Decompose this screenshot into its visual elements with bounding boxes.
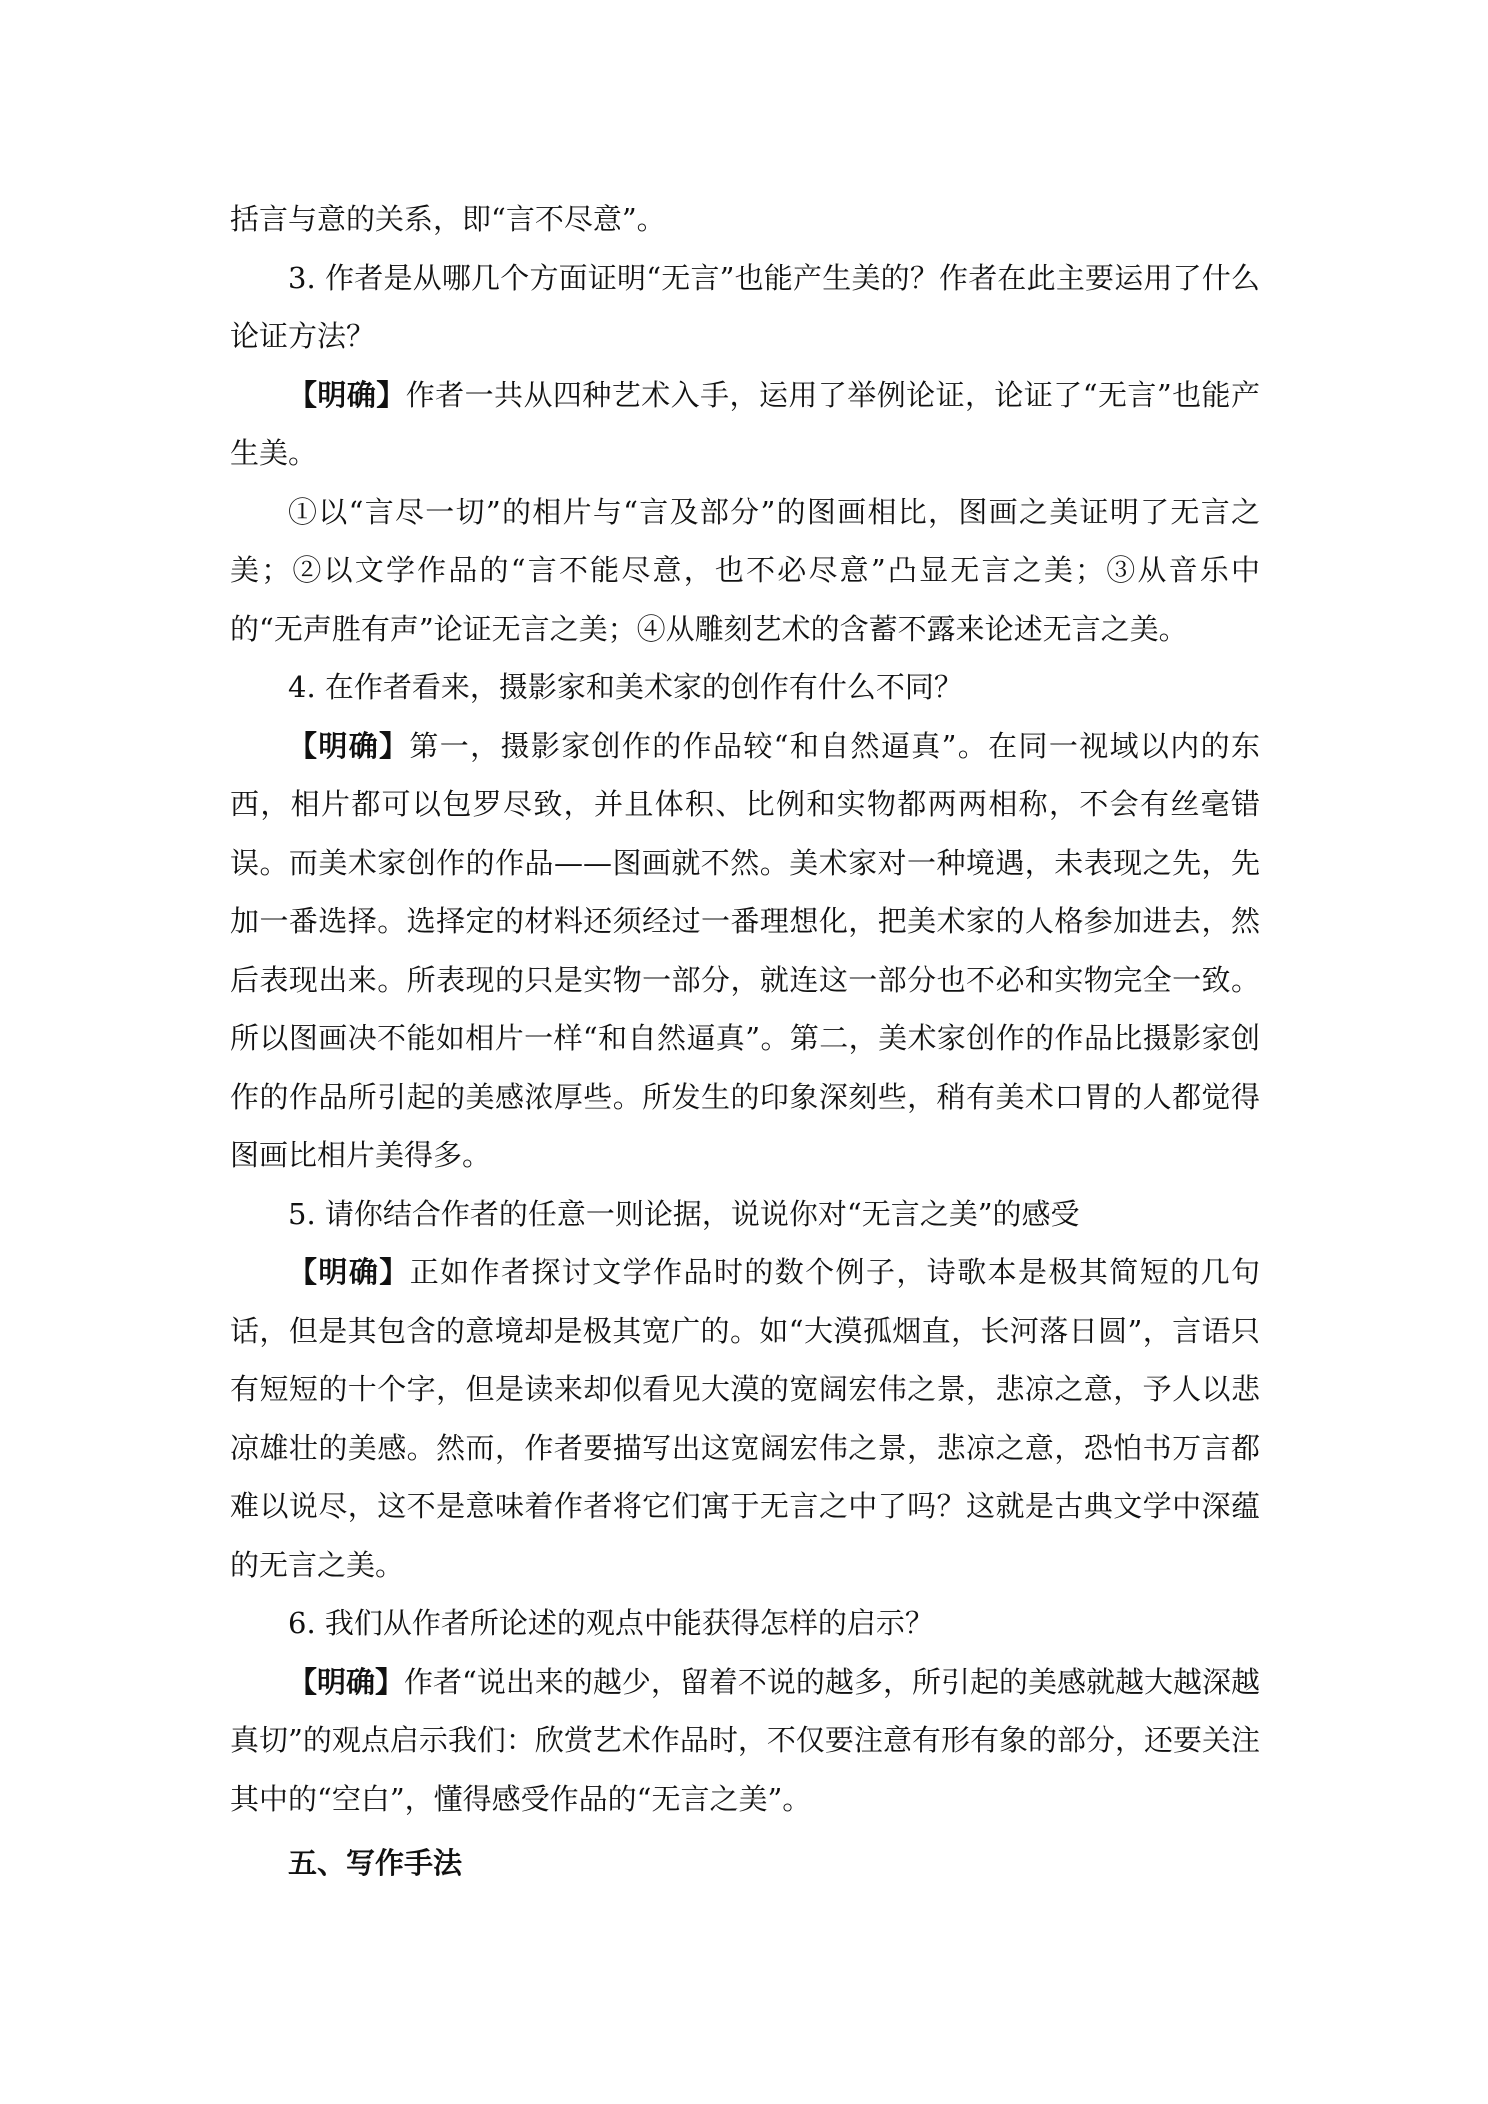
answer-label: 【明确】 (288, 728, 410, 763)
paragraph-continuation: 括言与意的关系，即“言不尽意”。 (230, 202, 666, 236)
answer-6 (230, 1653, 1260, 1829)
answer-label: 【明确】 (288, 1255, 410, 1289)
question-5: 5. 请你结合作者的任意一则论据，说说你对“无言之美”的感受 (288, 1196, 1080, 1231)
answer-label: 【明确】 (288, 1664, 405, 1699)
answer-5-text: 正如作者探讨文学作品时的数个例子，诗歌本是极其简短的几句话，但是其包含的意境却是极其宽广的。如“大漠孤烟直，长河落日圆”，言语只有短短的十个字，但是读来却似看见大漠的宽阔宏伟之景，悲凉之意，予人以悲凉雄壮的美感。然而，作者要描写出这宽阔宏伟之景，悲凉之意，恐怕书万言都难以说尽，这不是意味着作者将它们寓于无言之中了吗？这就是古典文学中深蕴的无言之美。 (230, 1255, 1260, 1582)
answer-6-text: 作者“说出来的越少，留着不说的越多，所引起的美感就越大越深越真切”的观点启示我们：欣赏艺术作品时，不仅要注意有形有象的部分，还要关注其中的“空白”，懂得感受作品的“无言之美”。 (230, 1664, 1260, 1816)
question-3: 3. 作者是从哪几个方面证明“无言”也能产生美的？作者在此主要运用了什么论证方法？ (230, 260, 1260, 353)
question-6: 6. 我们从作者所论述的观点中能获得怎样的启示？ (288, 1606, 934, 1640)
answer-label: 【明确】 (288, 377, 406, 412)
answer-3-detail: ①以“言尽一切”的相片与“言及部分”的图画相比，图画之美证明了无言之美；②以文学作品的“言不能尽意，也不必尽意”凸显无言之美；③从音乐中的“无声胜有声”论证无言之美；④从雕刻艺术的含蓄不露来论述无言之美。 (230, 494, 1260, 646)
answer-4 (230, 717, 1260, 1185)
answer-4-text: 第一，摄影家创作的作品较“和自然逼真”。在同一视域以内的东西，相片都可以包罗尽致，并且体积、比例和实物都两两相称，不会有丝毫错误。而美术家创作的作品——图画就不然。美术家对一种境遇，未表现之先，先加一番选择。选择定的材料还须经过一番理想化，把美术家的人格参加进去，然后表现出来。所表现的只是实物一部分，就连这一部分也不必和实物完全一致。所以图画决不能如相片一样“和自然逼真”。第二，美术家创作的作品比摄影家创作的作品所引起的美感浓厚些。所发生的印象深刻些，稍有美术口胃的人都觉得图画比相片美得多。 (230, 728, 1260, 1172)
answer-3-text: 作者一共从四种艺术入手，运用了举例论证，论证了“无言”也能产生美。 (230, 377, 1260, 470)
answer-5 (230, 1243, 1260, 1594)
question-4: 4. 在作者看来，摄影家和美术家的创作有什么不同？ (288, 670, 963, 704)
answer-3 (230, 366, 1260, 483)
section-heading: 五、写作手法 (288, 1846, 463, 1880)
document-page (230, 190, 1260, 1893)
